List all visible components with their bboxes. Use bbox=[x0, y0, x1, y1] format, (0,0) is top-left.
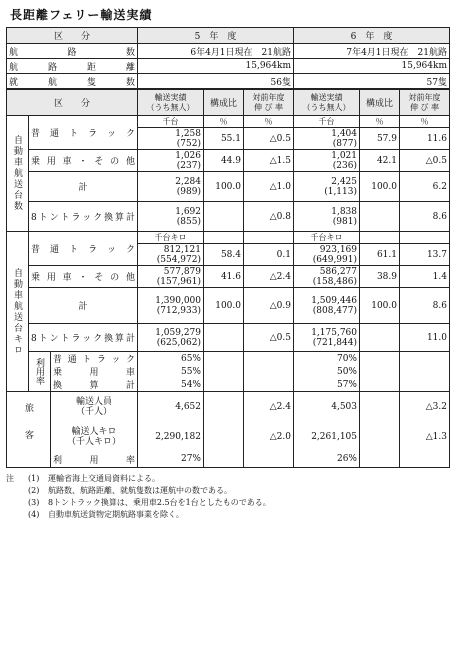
unit-yuso: 千台キロ bbox=[138, 232, 204, 244]
row-label: 8トントラック換算計 bbox=[29, 202, 138, 232]
cell-value: 26% bbox=[294, 452, 360, 468]
cell-kosei: 44.9 bbox=[204, 150, 244, 172]
row-label: 計 bbox=[29, 172, 138, 202]
header-nobi: 対前年度 伸 び 率 bbox=[400, 90, 450, 116]
note-item bbox=[6, 497, 449, 509]
cell-nobi: △0.5 bbox=[400, 150, 450, 172]
cell-value: 1,838 (981) bbox=[294, 202, 360, 232]
cell-kosei: 100.0 bbox=[360, 172, 400, 202]
route-info-table bbox=[6, 27, 450, 89]
unit-kosei: ％ bbox=[204, 116, 244, 128]
cell-nobi: △2.4 bbox=[244, 266, 294, 288]
unit-nobi: ％ bbox=[244, 116, 294, 128]
unit-blank bbox=[360, 232, 400, 244]
cell-kosei: 57.9 bbox=[360, 128, 400, 150]
cell-value: 1,692 (855) bbox=[138, 202, 204, 232]
cell-kosei: 38.9 bbox=[360, 266, 400, 288]
cell-kosei: 100.0 bbox=[360, 288, 400, 324]
info-row bbox=[7, 44, 450, 59]
header-y5: 5 年 度 bbox=[138, 28, 294, 44]
table-row bbox=[7, 288, 450, 324]
riyo-row bbox=[7, 365, 450, 378]
cell-value: 2,261,105 bbox=[294, 422, 360, 452]
unit-blank bbox=[204, 232, 244, 244]
cell-kosei: 55.1 bbox=[204, 128, 244, 150]
riyo-label: 利用率 bbox=[29, 352, 51, 392]
cell-blank bbox=[360, 365, 400, 378]
unit-yuso: 千台 bbox=[138, 116, 204, 128]
row-label: 換算計 bbox=[51, 378, 138, 392]
info-y6: 15,964km bbox=[294, 59, 450, 74]
row-label: 輸送人員 （千人） bbox=[51, 392, 138, 422]
cell-value: 1,390,000 (712,933) bbox=[138, 288, 204, 324]
info-y5: 15,964km bbox=[138, 59, 294, 74]
cell-nobi: 11.0 bbox=[400, 324, 450, 352]
cell-nobi: △2.4 bbox=[244, 392, 294, 422]
cell-kosei: 100.0 bbox=[204, 172, 244, 202]
note-item bbox=[6, 485, 449, 497]
cell-blank bbox=[204, 352, 244, 366]
cell-blank bbox=[204, 422, 244, 452]
unit-blank bbox=[400, 232, 450, 244]
cell-nobi: △0.5 bbox=[244, 324, 294, 352]
riyo-row bbox=[7, 352, 450, 366]
info-label: 航 路 距 離 bbox=[7, 59, 138, 74]
info-header-row bbox=[7, 28, 450, 44]
cell-nobi: 11.6 bbox=[400, 128, 450, 150]
cell-blank bbox=[204, 392, 244, 422]
row-label: 普通トラック bbox=[29, 116, 138, 150]
header-yuso: 輸送実績 （うち無人） bbox=[294, 90, 360, 116]
unit-yuso: 千台 bbox=[294, 116, 360, 128]
note-number: (4) bbox=[28, 510, 40, 519]
results-table bbox=[6, 89, 450, 468]
cell-value: 4,503 bbox=[294, 392, 360, 422]
row-label: 普通トラック bbox=[51, 352, 138, 366]
riyo-row bbox=[7, 378, 450, 392]
cell-value: 577,879 (157,961) bbox=[138, 266, 204, 288]
unit-row bbox=[7, 232, 450, 244]
row-label: 8トントラック換算計 bbox=[29, 324, 138, 352]
cell-nobi: △1.0 bbox=[244, 172, 294, 202]
row-label: 乗用車 bbox=[51, 365, 138, 378]
cell-value: 1,404 (877) bbox=[294, 128, 360, 150]
cell-value: 2,284 (989) bbox=[138, 172, 204, 202]
info-y5: 6年4月1日現在 21航路 bbox=[138, 44, 294, 59]
header-y6: 6 年 度 bbox=[294, 28, 450, 44]
note-number: (1) bbox=[28, 474, 40, 483]
cell-kosei bbox=[204, 324, 244, 352]
page-title: 長距離フェリー輸送実績 bbox=[10, 8, 153, 22]
cell-value: 1,021 (236) bbox=[294, 150, 360, 172]
cell-nobi: 13.7 bbox=[400, 244, 450, 266]
cell-value: 2,425 (1,113) bbox=[294, 172, 360, 202]
cell-value: 4,652 bbox=[138, 392, 204, 422]
info-row bbox=[7, 59, 450, 74]
note-number: (2) bbox=[28, 486, 40, 495]
cell-blank bbox=[400, 378, 450, 392]
header-kubun: 区 分 bbox=[7, 28, 138, 44]
cell-blank bbox=[360, 352, 400, 366]
cell-kosei: 42.1 bbox=[360, 150, 400, 172]
cell-nobi: △2.0 bbox=[244, 422, 294, 452]
cell-kosei: 61.1 bbox=[360, 244, 400, 266]
cell-nobi: 0.1 bbox=[244, 244, 294, 266]
cell-nobi bbox=[244, 452, 294, 468]
cell-value: 70% bbox=[294, 352, 360, 366]
cell-blank bbox=[360, 452, 400, 468]
cell-value: 1,026 (237) bbox=[138, 150, 204, 172]
cell-nobi: △3.2 bbox=[400, 392, 450, 422]
cell-blank bbox=[360, 378, 400, 392]
cell-blank bbox=[360, 392, 400, 422]
header-nobi: 対前年度 伸 び 率 bbox=[244, 90, 294, 116]
cell-value: 1,509,446 (808,477) bbox=[294, 288, 360, 324]
cell-value: 54% bbox=[138, 378, 204, 392]
unit-row bbox=[7, 116, 450, 128]
header-kosei: 構成比 bbox=[360, 90, 400, 116]
table-row bbox=[7, 452, 450, 468]
note-item bbox=[6, 509, 449, 521]
cell-nobi: △0.9 bbox=[244, 288, 294, 324]
unit-nobi: ％ bbox=[400, 116, 450, 128]
cell-blank bbox=[400, 352, 450, 366]
note-text: 航路数、航路距離、就航隻数は運航中の数である。 bbox=[48, 486, 232, 495]
cell-value: 50% bbox=[294, 365, 360, 378]
row-label: 利用率 bbox=[51, 452, 138, 468]
row-label: 普通トラック bbox=[29, 232, 138, 266]
cell-value: 65% bbox=[138, 352, 204, 366]
cell-nobi: 8.6 bbox=[400, 202, 450, 232]
table-row bbox=[7, 422, 450, 452]
header-kubun: 区 分 bbox=[7, 90, 138, 116]
cell-kosei: 41.6 bbox=[204, 266, 244, 288]
table-row bbox=[7, 172, 450, 202]
cell-blank bbox=[204, 378, 244, 392]
cell-value: 586,277 (158,486) bbox=[294, 266, 360, 288]
table-row bbox=[7, 202, 450, 232]
header-yuso: 輸送実績 （うち無人） bbox=[138, 90, 204, 116]
cell-value: 1,059,279 (625,062) bbox=[138, 324, 204, 352]
table-row bbox=[7, 266, 450, 288]
info-y5: 56隻 bbox=[138, 74, 294, 89]
cell-nobi: 8.6 bbox=[400, 288, 450, 324]
cell-value: 1,258 (752) bbox=[138, 128, 204, 150]
header-kosei: 構成比 bbox=[204, 90, 244, 116]
cell-nobi: △0.8 bbox=[244, 202, 294, 232]
cell-blank bbox=[244, 365, 294, 378]
unit-yuso: 千台キロ bbox=[294, 232, 360, 244]
cell-blank bbox=[244, 378, 294, 392]
table-row bbox=[7, 150, 450, 172]
note-number: (3) bbox=[28, 498, 40, 507]
info-label: 就 航 隻 数 bbox=[7, 74, 138, 89]
cell-blank bbox=[244, 352, 294, 366]
cell-kosei: 58.4 bbox=[204, 244, 244, 266]
cell-value: 27% bbox=[138, 452, 204, 468]
note-text: 運輸省海上交通局資料による。 bbox=[48, 474, 160, 483]
cell-value: 2,290,182 bbox=[138, 422, 204, 452]
note-text: 自動車航送貨物定期航路事業を除く。 bbox=[48, 510, 184, 519]
section-label-daikiro: 自動車航送台キロ bbox=[7, 232, 29, 392]
cell-blank bbox=[204, 452, 244, 468]
row-label: 乗用車・その他 bbox=[29, 266, 138, 288]
cell-blank bbox=[204, 365, 244, 378]
cell-value: 55% bbox=[138, 365, 204, 378]
cell-blank bbox=[400, 365, 450, 378]
unit-blank bbox=[244, 232, 294, 244]
cell-nobi: 1.4 bbox=[400, 266, 450, 288]
notes bbox=[6, 473, 449, 521]
info-y6: 57隻 bbox=[294, 74, 450, 89]
cell-blank bbox=[360, 422, 400, 452]
cell-nobi: △1.5 bbox=[244, 150, 294, 172]
cell-kosei bbox=[360, 324, 400, 352]
cell-value: 923,169 (649,991) bbox=[294, 244, 360, 266]
cell-kosei bbox=[204, 202, 244, 232]
row-label: 乗用車・その他 bbox=[29, 150, 138, 172]
unit-kosei: ％ bbox=[360, 116, 400, 128]
cell-nobi: 6.2 bbox=[400, 172, 450, 202]
cell-value: 812,121 (554,972) bbox=[138, 244, 204, 266]
row-label: 計 bbox=[29, 288, 138, 324]
notes-label: 注 bbox=[6, 474, 14, 483]
results-header-row bbox=[7, 90, 450, 116]
cell-kosei bbox=[360, 202, 400, 232]
table-row bbox=[7, 324, 450, 352]
info-row bbox=[7, 74, 450, 89]
note-text: 8トントラック換算は、乗用車2.5台を1台としたものである。 bbox=[48, 498, 271, 507]
section-label-ryokaku: 旅客 bbox=[7, 392, 51, 468]
table-row bbox=[7, 392, 450, 422]
cell-nobi: △1.3 bbox=[400, 422, 450, 452]
info-y6: 7年4月1日現在 21航路 bbox=[294, 44, 450, 59]
info-label: 航 路 数 bbox=[7, 44, 138, 59]
row-label: 輸送人キロ （千人キロ） bbox=[51, 422, 138, 452]
note-item bbox=[6, 473, 449, 485]
section-label-daisu: 自動車航送台数 bbox=[7, 116, 29, 232]
cell-nobi: △0.5 bbox=[244, 128, 294, 150]
cell-value: 57% bbox=[294, 378, 360, 392]
cell-nobi bbox=[400, 452, 450, 468]
cell-value: 1,175,760 (721,844) bbox=[294, 324, 360, 352]
cell-kosei: 100.0 bbox=[204, 288, 244, 324]
